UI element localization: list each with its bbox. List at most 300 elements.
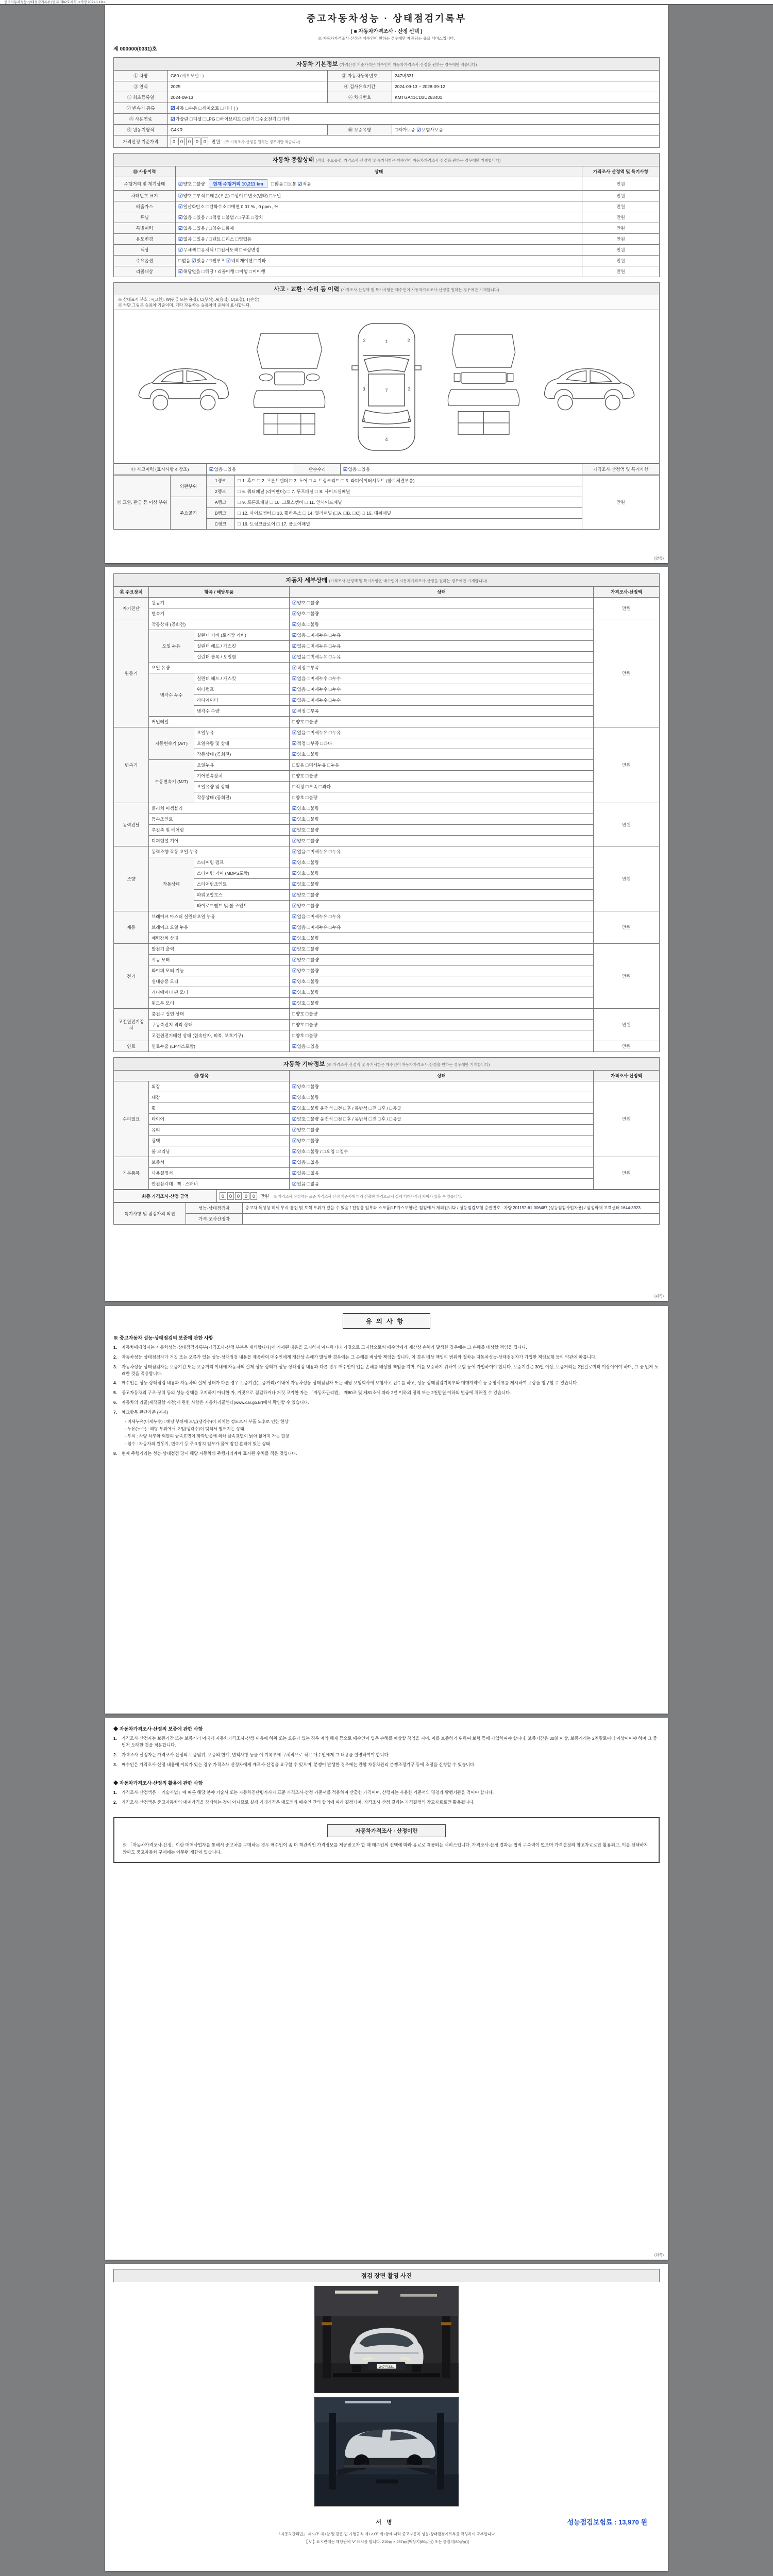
final-price-label: 최종 가격조사·산정 금액: [114, 1190, 217, 1202]
appraiser-role: 가격·조사산정자: [186, 1214, 243, 1225]
condition-row: 원동기 작동상태 (공회전) ☑양호 □불량 만원: [114, 619, 660, 630]
notice-item: 2. 가격조사·산정액은 중고자동차의 매매가격을 강제하는 것이 아니므로 실제 거래가격은 매도인과 매수인 간의 합의에 따라 결정되며, 가격조사·산정 결과는 가격결정의 참고자료로만 활용됩니다.: [113, 1800, 475, 1805]
checkbox-empty[interactable]: □: [276, 521, 280, 527]
notice-item: 7. 체크항목 판단기준 (예시): [113, 1410, 169, 1415]
checkbox-empty[interactable]: □: [328, 925, 332, 930]
checkbox-empty[interactable]: □: [239, 247, 242, 253]
checkbox-checked[interactable]: ☑: [292, 1084, 297, 1090]
checkbox-checked[interactable]: ☑: [209, 467, 214, 472]
checkbox-empty[interactable]: □: [305, 795, 309, 801]
checkbox-empty[interactable]: □: [238, 500, 241, 505]
inspector-comment: 중고차 특성상 미세 부식·흠집 및 도색 부위가 있을 수 있음 / 전장품 일부와 소모품(LP가스포함)은 점검에서 제외됩니다 / 성능점검보험 증권번호 : 차량 201192-61-006487 (성능점검사업자용) / 삼성화재 고객센터 1644-3923: [243, 1203, 660, 1214]
notice-item: 1. 가격조사·산정자는 보증기간 또는 보증거리 이내에 자동차가격조사·산정 내용에 허위 또는 오류가 있는 경우 계약 해제 등으로 매수인이 입은 손해를 배상할 책임을 지며, 이를 보증하기 위하여 보험 등에 가입하여야 합니다. 보증기간은 30일 이상, 보증거리는 2천킬로미터 이상이어야 하며 그 중 먼저 도래한 것을 적용합니다.: [113, 1736, 657, 1748]
page-marker: (뒤쪽): [654, 1295, 664, 1298]
checkbox-empty[interactable]: □: [307, 1149, 310, 1155]
checkbox-empty[interactable]: □: [328, 633, 332, 638]
svg-text:2: 2: [363, 337, 366, 343]
checkbox-checked[interactable]: ☑: [178, 204, 183, 210]
car-damage-diagrams: [113, 310, 660, 464]
amount-digit-box: 0: [194, 138, 200, 145]
checkbox-empty[interactable]: □: [334, 511, 338, 516]
checkbox-empty[interactable]: □: [224, 467, 227, 472]
checkbox-empty[interactable]: □: [242, 116, 246, 122]
checkbox-checked[interactable]: ☑: [292, 936, 297, 941]
table-row: ③ 연식 2025 ④ 검사유효기간 2024-09-13 ~ 2028-09-12: [114, 81, 660, 92]
checkbox-empty[interactable]: □: [305, 1022, 309, 1028]
checkbox-checked[interactable]: ☑: [292, 708, 297, 714]
checkbox-empty[interactable]: □: [307, 611, 310, 617]
device-group-label: 수리필요: [114, 1081, 149, 1157]
registration-number: 247버331: [392, 71, 660, 81]
checkbox-empty[interactable]: □: [307, 654, 310, 660]
condition-row: 구동축전지 격리 상태 □양호 □불량: [114, 1020, 660, 1030]
checkbox-empty[interactable]: □: [235, 236, 239, 242]
checkbox-empty[interactable]: □: [254, 258, 257, 264]
checkbox-checked[interactable]: ☑: [292, 1001, 297, 1006]
checkbox-empty[interactable]: □: [328, 643, 332, 649]
condition-row: 조향 동력조향 작동 오일 누유 ☑없음 □미세누유 □누유 만원: [114, 846, 660, 857]
table-header-row: ⑭ 항목 상태 가격조사·산정액: [114, 1071, 660, 1081]
checkbox-checked[interactable]: ☑: [292, 1160, 297, 1165]
checkbox-checked[interactable]: ☑: [178, 269, 183, 275]
checkbox-empty[interactable]: □: [307, 1160, 310, 1165]
signature-label[interactable]: 서명: [376, 2519, 397, 2526]
checkbox-empty[interactable]: □: [328, 730, 332, 736]
checkbox-empty[interactable]: □: [307, 1127, 310, 1133]
checkbox-empty[interactable]: □: [368, 1106, 372, 1111]
checkbox-empty[interactable]: □: [307, 817, 310, 822]
checkbox-empty[interactable]: □: [206, 193, 210, 199]
checkbox-empty[interactable]: □: [368, 1116, 372, 1122]
checkbox-checked[interactable]: ☑: [292, 600, 297, 606]
notice-subitem: - 침수 : 자동차의 원동기, 변속기 등 주요장치 일부가 물에 잠긴 흔적이 있는 상태: [125, 1441, 271, 1446]
condition-row: 시동 모터 ☑양호 □불량: [114, 955, 660, 965]
device-group-label: 변속기: [114, 727, 149, 803]
checkbox-empty[interactable]: □: [334, 1106, 338, 1111]
pricing-guarantee-title: ◆ 자동차가격조사·산정의 보증에 관한 사항: [113, 1726, 203, 1732]
checkbox-empty[interactable]: □: [307, 1171, 310, 1176]
checkbox-empty[interactable]: □: [307, 968, 310, 974]
condition-row: 룸 크리닝 ☑양호 □불량 / □오염 □침수: [114, 1146, 660, 1157]
checkbox-empty[interactable]: □: [236, 269, 239, 275]
basic-info-table: [113, 70, 660, 148]
checkbox-checked[interactable]: ☑: [292, 687, 297, 692]
svg-text:6: 6: [362, 417, 365, 422]
checkbox-empty[interactable]: □: [284, 181, 288, 187]
checkbox-checked[interactable]: ☑: [292, 871, 297, 876]
checkbox-empty[interactable]: □: [292, 1022, 295, 1028]
page-4-pricing-notices: [105, 1718, 668, 2260]
checkbox-checked[interactable]: ☑: [292, 990, 297, 995]
checkbox-checked[interactable]: ☑: [416, 127, 421, 133]
table-row: [114, 135, 660, 148]
notice-item: 8. 현재 주행거리는 성능·상태점검 당시 해당 자동차의 주행거리계에 표시된 수치를 적은 것입니다.: [113, 1451, 297, 1456]
checkbox-empty[interactable]: □: [222, 215, 225, 221]
section-header-basic: 자동차 기본정보 (가격산정 기준가격은 매수인이 자동차가격조사·산정을 원하는 경우에만 적습니다): [113, 57, 660, 70]
checkbox-empty[interactable]: □: [307, 990, 310, 995]
checkbox-empty[interactable]: □: [307, 752, 310, 757]
checkbox-checked[interactable]: ☑: [292, 622, 297, 628]
checkbox-empty[interactable]: □: [305, 773, 309, 779]
checkbox-empty[interactable]: □: [378, 1116, 381, 1122]
checkbox-empty[interactable]: □: [307, 903, 310, 909]
checkbox-empty[interactable]: □: [238, 215, 241, 221]
checkbox-empty[interactable]: □: [307, 860, 310, 866]
table-row: ① 차명 G80 (세부모델 : ) ② 자동차등록번호 247버331: [114, 71, 660, 81]
checkbox-empty[interactable]: □: [307, 665, 310, 671]
condition-row: 실내송풍 모터 ☑양호 □불량: [114, 976, 660, 987]
checkbox-empty[interactable]: □: [334, 1116, 338, 1122]
checkbox-empty[interactable]: □: [277, 116, 281, 122]
checkbox-checked[interactable]: ☑: [292, 827, 297, 833]
final-price-digits: [220, 1194, 258, 1199]
checkbox-checked[interactable]: ☑: [292, 892, 297, 898]
condition-row: 오일 누유 실린더 커버 (로커암 커버) ☑없음 □미세누유 □누유: [114, 630, 660, 641]
checkbox-empty[interactable]: □: [209, 215, 212, 221]
checkbox-empty[interactable]: □: [185, 106, 189, 111]
checkbox-empty[interactable]: □: [256, 116, 259, 122]
license-plate-text: 247버331: [379, 2365, 394, 2369]
svg-text:2: 2: [407, 337, 410, 343]
appraiser-comment: [243, 1214, 660, 1225]
car-diagram-top-view: [348, 318, 425, 455]
checkbox-checked[interactable]: ☑: [292, 752, 297, 757]
checkbox-empty[interactable]: □: [389, 1116, 392, 1122]
checkbox-empty[interactable]: □: [328, 654, 332, 660]
checkbox-empty[interactable]: □: [307, 708, 310, 714]
checkbox-empty[interactable]: □: [328, 676, 332, 682]
checkbox-empty[interactable]: □: [270, 500, 273, 505]
condition-row: 타이어 ☑양호 □불량 운전석 □전 □후 / 동반석 □전 □후 / □응급: [114, 1114, 660, 1125]
checkbox-checked[interactable]: ☑: [292, 1181, 297, 1187]
checkbox-empty[interactable]: □: [238, 521, 241, 527]
panel-rank-row: 2랭크 □ 6. 쿼터패널 (리어펜더) □ 7. 루프패널 □ 8. 사이드실패널: [114, 486, 660, 497]
checkbox-checked[interactable]: ☑: [292, 849, 297, 855]
condition-row: 오일유량 및 상태 □적정 □부족 □과다: [114, 782, 660, 792]
checkbox-empty[interactable]: □: [193, 181, 196, 187]
checkbox-empty[interactable]: □: [358, 467, 361, 472]
table-row: ⑧ 사용연료 ☑가솔린 □디젤 □LPG □하이브리드 □전기 □수소전기 □기타: [114, 114, 660, 125]
checkbox-checked[interactable]: ☑: [292, 665, 297, 671]
checkbox-empty[interactable]: □: [328, 914, 332, 920]
checkbox-empty[interactable]: □: [244, 193, 247, 199]
checkbox-empty[interactable]: □: [343, 1106, 346, 1111]
checkbox-checked[interactable]: ☑: [292, 860, 297, 866]
checkbox-empty[interactable]: □: [389, 1106, 392, 1111]
checkbox-empty[interactable]: □: [292, 719, 295, 725]
condition-row: 와이퍼 모터 기능 ☑양호 □불량: [114, 965, 660, 976]
checkbox-empty[interactable]: □: [292, 1033, 295, 1039]
inspection-valid-period: 2024-09-13 ~ 2028-09-12: [392, 81, 660, 92]
checkbox-checked[interactable]: ☑: [292, 882, 297, 887]
price-survey-definition-box: [113, 1817, 660, 1863]
checkbox-empty[interactable]: □: [307, 1001, 310, 1006]
panel-rank-row: ⑫ 교환, 판금 등 이상 부위 외판부위 1랭크 □ 1. 후드 □ 2. 프론트펜더 □ 3. 도어 □ 4. 트렁크리드 □ 5. 라디에이터서포트 (볼트체결부품) 만원: [114, 476, 660, 486]
condition-row: 브레이크 오일 누유 ☑없음 □미세누유 □누유: [114, 922, 660, 933]
checkbox-empty[interactable]: □: [249, 269, 252, 275]
base-price-note: (※ 가격조사·산정을 원하는 경우에만 적습니다): [224, 140, 300, 144]
checkbox-empty[interactable]: □: [257, 478, 260, 484]
condition-row: 자기진단 원동기 ☑양호 □불량 만원: [114, 598, 660, 608]
device-group-label: 제동: [114, 911, 149, 944]
checkbox-empty[interactable]: □: [193, 226, 196, 231]
accident-history-options: ☑없음 □있음: [207, 464, 294, 475]
table-row: ⑤ 최초등록일 2024-09-13 ⑥ 차대번호 KMTGA41CD3U263401: [114, 92, 660, 103]
checkbox-empty[interactable]: □: [198, 106, 202, 111]
checkbox-empty[interactable]: □: [206, 204, 209, 210]
checkbox-empty[interactable]: □: [307, 849, 310, 855]
checkbox-empty[interactable]: □: [307, 1138, 310, 1144]
checkbox-empty[interactable]: □: [318, 784, 322, 790]
checkbox-empty[interactable]: □: [327, 762, 330, 768]
checkbox-empty[interactable]: □: [238, 511, 241, 516]
checkbox-checked[interactable]: ☑: [292, 979, 297, 985]
checkbox-empty[interactable]: □: [307, 827, 310, 833]
checkbox-empty[interactable]: □: [307, 871, 310, 876]
checkbox-empty[interactable]: □: [307, 698, 310, 703]
amount-digit-box: 0: [243, 1192, 249, 1200]
device-group-label: 자기진단: [114, 598, 149, 619]
amount-digit-box: 0: [250, 1192, 257, 1200]
checkbox-empty[interactable]: □: [222, 236, 225, 242]
checkbox-empty[interactable]: □: [217, 247, 221, 253]
final-price-unit: 만원: [260, 1194, 269, 1199]
condition-row: 변속기 ☑양호 □불량: [114, 608, 660, 619]
checkbox-empty[interactable]: □: [227, 204, 231, 210]
checkbox-checked[interactable]: ☑: [292, 903, 297, 909]
checkbox-checked[interactable]: ☑: [292, 1116, 297, 1122]
checkbox-checked[interactable]: ☑: [171, 116, 175, 122]
checkbox-empty[interactable]: □: [308, 478, 312, 484]
checkbox-empty[interactable]: □: [269, 193, 272, 199]
checkbox-checked[interactable]: ☑: [292, 611, 297, 617]
checkbox-checked[interactable]: ☑: [292, 1106, 297, 1111]
checkbox-empty[interactable]: □: [193, 236, 196, 242]
car-diagram-front-structure: [247, 323, 332, 451]
condition-row: 파워고압호스 ☑양호 □불량: [114, 890, 660, 901]
checkbox-empty[interactable]: □: [307, 838, 310, 844]
checkbox-empty[interactable]: □: [335, 1149, 339, 1155]
subgroup-label: 냉각수 누수: [149, 673, 194, 717]
checkbox-checked[interactable]: ☑: [292, 633, 297, 638]
condition-row: 휠 ☑양호 □불량 운전석 □전 □후 / 동반석 □전 □후 / □응급: [114, 1103, 660, 1114]
checkbox-empty[interactable]: □: [307, 925, 310, 930]
checkbox-empty[interactable]: □: [307, 936, 310, 941]
notice-item: 6. 자동차의 리콜(제작결함 시정)에 관한 사항은 자동차리콜센터(www.car.go.kr)에서 확인할 수 있습니다.: [113, 1400, 309, 1405]
checkbox-empty[interactable]: □: [238, 478, 241, 484]
checkbox-empty[interactable]: □: [209, 226, 212, 231]
checkbox-checked[interactable]: ☑: [292, 1171, 297, 1176]
checkbox-empty[interactable]: □: [341, 478, 344, 484]
checkbox-checked[interactable]: ☑: [292, 643, 297, 649]
state-mark-legend: ※ 상태표시 부호 : ×(교환), W(판금 또는 용접), C(부식), A(흠집), U(요철), T(손상) ※ 하단 그림은 승용차 기준이며, 기타 자동차는 승용차에 준하여 표시합니다.: [113, 295, 660, 310]
checkbox-empty[interactable]: □: [178, 258, 181, 264]
checkbox-empty[interactable]: □: [203, 116, 206, 122]
checkbox-empty[interactable]: □: [305, 1033, 309, 1039]
checkbox-empty[interactable]: □: [292, 795, 295, 801]
checkbox-empty[interactable]: □: [238, 489, 241, 495]
checkbox-empty[interactable]: □: [307, 643, 310, 649]
checkbox-checked[interactable]: ☑: [292, 946, 297, 952]
svg-text:6: 6: [408, 417, 411, 422]
svg-text:4: 4: [385, 436, 388, 442]
checkbox-checked[interactable]: ☑: [292, 817, 297, 822]
checkbox-empty[interactable]: □: [304, 500, 308, 505]
checkbox-checked[interactable]: ☑: [292, 741, 297, 747]
section-header-detail: 자동차 세부상태 (가격조사·산정액 및 특기사항은 매수인이 자동차가격조사·산정을 원하는 경우에만 기재합니다): [113, 573, 660, 586]
checkbox-checked[interactable]: ☑: [292, 698, 297, 703]
checkbox-empty[interactable]: □: [271, 181, 274, 187]
checkbox-empty[interactable]: □: [343, 511, 347, 516]
checkbox-empty[interactable]: □: [328, 698, 332, 703]
checkbox-empty[interactable]: □: [307, 633, 310, 638]
checkbox-checked[interactable]: ☑: [292, 1127, 297, 1133]
condition-row: 광택 ☑양호 □불량: [114, 1136, 660, 1146]
checkbox-empty[interactable]: □: [307, 741, 310, 747]
checkbox-empty[interactable]: □: [323, 1149, 326, 1155]
checkbox-empty[interactable]: □: [307, 892, 310, 898]
checkbox-empty[interactable]: □: [307, 1106, 310, 1111]
price-survey-definition-title: 자동차가격조사 · 산정이란: [327, 1824, 446, 1837]
checkbox-checked[interactable]: ☑: [171, 106, 175, 111]
device-group-label: 전기: [114, 944, 149, 1009]
table-row: [114, 1190, 660, 1202]
fuel-options: ☑가솔린 □디젤 □LPG □하이브리드 □전기 □수소전기 □기타: [168, 114, 660, 125]
amount-digit-box: 0: [186, 138, 193, 145]
condition-row: 스티어링 기어 (MDPS포함) ☑양호 □불량: [114, 868, 660, 879]
condition-row: 디퍼렌셜 기어 ☑양호 □불량: [114, 836, 660, 846]
checkbox-empty[interactable]: □: [307, 946, 310, 952]
checkbox-empty[interactable]: □: [307, 730, 310, 736]
checkbox-empty[interactable]: □: [303, 511, 306, 516]
checkbox-empty[interactable]: □: [395, 127, 398, 133]
checkbox-empty[interactable]: □: [292, 1011, 295, 1017]
checkbox-checked[interactable]: ☑: [292, 925, 297, 930]
checkbox-empty[interactable]: □: [272, 511, 276, 516]
checkbox-empty[interactable]: □: [305, 1011, 309, 1017]
checkbox-empty[interactable]: □: [307, 1116, 310, 1122]
checkbox-checked[interactable]: ☑: [292, 838, 297, 844]
checkbox-empty[interactable]: □: [307, 957, 310, 963]
checkbox-empty[interactable]: □: [307, 1095, 310, 1100]
checkbox-empty[interactable]: □: [352, 511, 356, 516]
checkbox-checked[interactable]: ☑: [226, 258, 231, 264]
checkbox-empty[interactable]: □: [189, 116, 193, 122]
checkbox-empty[interactable]: □: [307, 806, 310, 811]
checkbox-empty[interactable]: □: [378, 1106, 381, 1111]
checkbox-empty[interactable]: □: [343, 1116, 346, 1122]
checkbox-empty[interactable]: □: [307, 687, 310, 692]
checkbox-checked[interactable]: ☑: [292, 914, 297, 920]
panel-rank-row: 주요골격 A랭크 □ 9. 프론트패널 □ 10. 크로스멤버 □ 11. 인사이드패널: [114, 497, 660, 508]
checkbox-empty[interactable]: □: [305, 762, 309, 768]
checkbox-checked[interactable]: ☑: [292, 968, 297, 974]
notices-title: 유의사항: [343, 1313, 430, 1329]
checkbox-checked[interactable]: ☑: [292, 957, 297, 963]
checkbox-checked[interactable]: ☑: [292, 1095, 297, 1100]
checkbox-empty[interactable]: □: [328, 687, 332, 692]
checkbox-empty[interactable]: □: [305, 719, 309, 725]
checkbox-checked[interactable]: ☑: [292, 806, 297, 811]
checkbox-empty[interactable]: □: [193, 193, 196, 199]
checkbox-checked[interactable]: ☑: [191, 258, 196, 264]
checkbox-empty[interactable]: □: [216, 116, 220, 122]
checkbox-empty[interactable]: □: [201, 269, 205, 275]
checkbox-empty[interactable]: □: [305, 784, 309, 790]
checkbox-empty[interactable]: □: [307, 1044, 310, 1049]
page-2: [105, 567, 668, 1301]
svg-text:1: 1: [385, 338, 388, 344]
checkbox-empty[interactable]: □: [314, 489, 318, 495]
checkbox-checked[interactable]: ☑: [343, 467, 348, 472]
checkbox-checked[interactable]: ☑: [297, 181, 303, 187]
inspection-insurance-fee: 성능점검보험료 : 13,970 원: [567, 2518, 647, 2526]
checkbox-empty[interactable]: □: [292, 773, 295, 779]
checkbox-checked[interactable]: ☑: [292, 654, 297, 660]
checkbox-empty[interactable]: □: [307, 914, 310, 920]
notice-item: 5. 중고자동차의 구조·장치 등의 성능·상태를 고지하지 아니한 자, 거짓으로 점검하거나 거짓 고지한 자는 「자동차관리법」 제80조 및 제81조에 따라 2년 이하의 징역 또는 2천만원 이하의 벌금에 처해질 수 있습니다.: [113, 1390, 511, 1396]
checkbox-checked[interactable]: ☑: [178, 181, 183, 187]
checkbox-empty[interactable]: □: [292, 762, 295, 768]
condition-row: 제동 브레이크 마스터 실린더오일 누유 ☑없음 □미세누유 □누유 만원: [114, 911, 660, 922]
checkbox-checked[interactable]: ☑: [292, 1149, 297, 1155]
checkbox-empty[interactable]: □: [307, 1181, 310, 1187]
checkbox-empty[interactable]: □: [307, 600, 310, 606]
checkbox-empty[interactable]: □: [209, 236, 212, 242]
checkbox-empty[interactable]: □: [222, 226, 225, 231]
checkbox-checked[interactable]: ☑: [292, 1044, 297, 1049]
checkbox-empty[interactable]: □: [251, 215, 254, 221]
checkbox-checked[interactable]: ☑: [178, 236, 183, 242]
checkbox-empty[interactable]: □: [307, 882, 310, 887]
remarks-table: [113, 1202, 660, 1225]
checkbox-checked[interactable]: ☑: [178, 193, 183, 199]
condition-row: 고전원전기장치 충전구 절연 상태 □양호 □불량 만원: [114, 1009, 660, 1020]
checkbox-empty[interactable]: □: [328, 849, 332, 855]
amount-digit-box: 0: [201, 138, 208, 145]
checkbox-empty[interactable]: □: [287, 489, 290, 495]
overall-condition-table: [113, 166, 660, 277]
checkbox-empty[interactable]: □: [307, 676, 310, 682]
checkbox-empty[interactable]: □: [197, 247, 200, 253]
table-row: ⑨ 원동기형식 G4KR ⑩ 보증유형 □자가보증 ☑보험사보증: [114, 125, 660, 135]
checkbox-checked[interactable]: ☑: [178, 247, 183, 253]
checkbox-empty[interactable]: □: [307, 622, 310, 628]
checkbox-empty[interactable]: □: [209, 258, 212, 264]
svg-text:3: 3: [362, 386, 365, 392]
svg-text:7: 7: [385, 387, 388, 393]
checkbox-checked[interactable]: ☑: [292, 730, 297, 736]
checkbox-empty[interactable]: □: [231, 193, 234, 199]
checkbox-empty[interactable]: □: [289, 478, 293, 484]
checkbox-checked[interactable]: ☑: [292, 676, 297, 682]
car-diagram-rear-structure: [441, 323, 526, 451]
checkbox-empty[interactable]: □: [362, 511, 365, 516]
checkbox-empty[interactable]: □: [292, 784, 295, 790]
checkbox-checked[interactable]: ☑: [178, 215, 183, 221]
checkbox-checked[interactable]: ☑: [178, 226, 183, 231]
condition-row: 기본품목 보증서 ☑있음 □없음 만원: [114, 1157, 660, 1168]
checkbox-checked[interactable]: ☑: [292, 1138, 297, 1144]
checkbox-empty[interactable]: □: [220, 106, 224, 111]
checkbox-empty[interactable]: □: [193, 215, 196, 221]
checkbox-empty[interactable]: □: [307, 979, 310, 985]
condition-row: 윈도우 모터 ☑양호 □불량: [114, 998, 660, 1009]
vin: KMTGA41CD3U263401: [392, 92, 660, 103]
checkbox-empty[interactable]: □: [320, 741, 324, 747]
checkbox-empty[interactable]: □: [307, 1084, 310, 1090]
document-number: 제 000000(0331)호: [113, 46, 157, 52]
